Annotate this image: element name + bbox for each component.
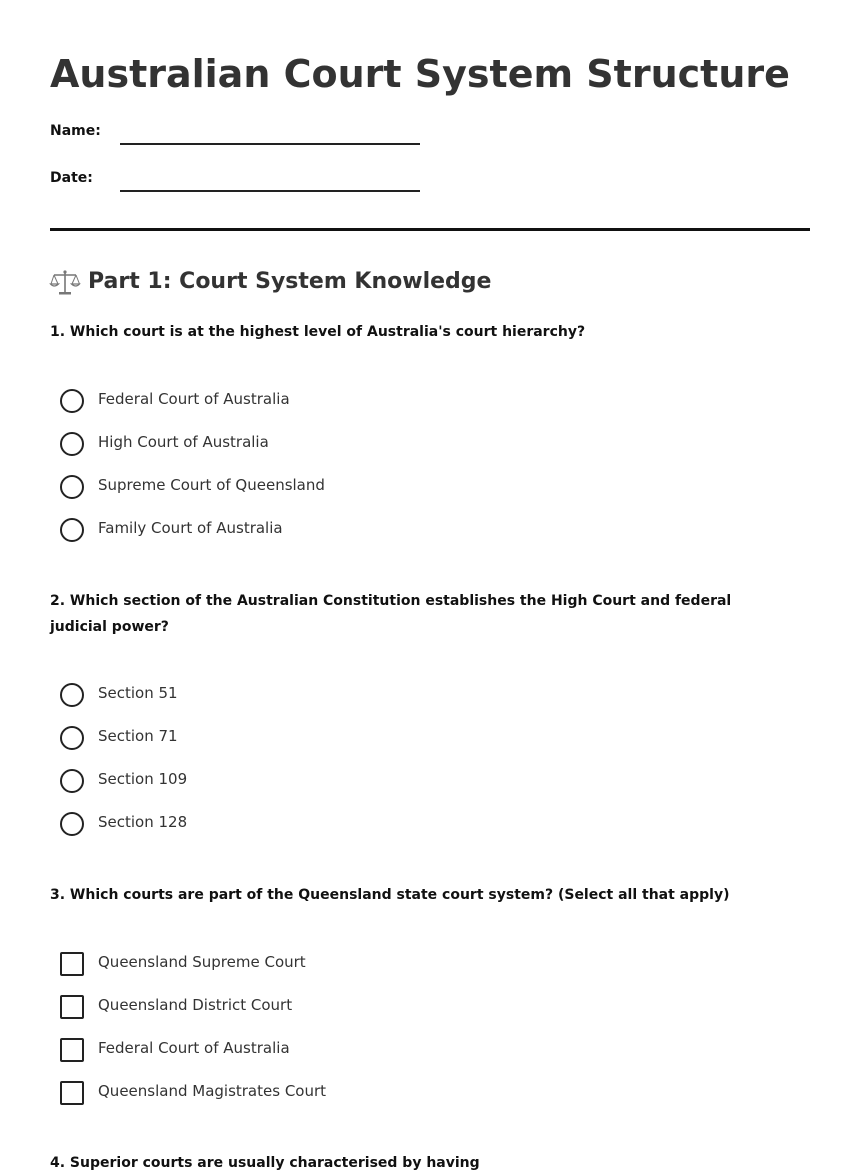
- question-3-text: 3. Which courts are part of the Queensland state court system? (Select all that apply): [50, 887, 730, 903]
- question-1: [50, 319, 790, 345]
- option-label: Federal Court of Australia: [98, 390, 290, 408]
- checkbox[interactable]: [60, 1038, 84, 1062]
- name-field-row: [50, 121, 450, 151]
- question-2-options: [60, 683, 760, 855]
- option-supreme-court-qld[interactable]: [60, 475, 760, 518]
- header-divider: [50, 228, 810, 231]
- option-label: High Court of Australia: [98, 433, 269, 451]
- option-section-128[interactable]: [60, 812, 760, 855]
- checkbox[interactable]: [60, 995, 84, 1019]
- option-label: Federal Court of Australia: [98, 1039, 290, 1057]
- question-4-text-partial: 4. Superior courts are usually characterised by having: [50, 1155, 480, 1171]
- page-title: Australian Court System Structure: [50, 52, 790, 96]
- radio-button[interactable]: [60, 432, 84, 456]
- option-label: Section 71: [98, 727, 178, 745]
- option-qld-district-court[interactable]: [60, 995, 760, 1038]
- question-1-text: 1. Which court is at the highest level of Australia's court hierarchy?: [50, 324, 586, 340]
- radio-button[interactable]: [60, 726, 84, 750]
- option-label: Family Court of Australia: [98, 519, 283, 537]
- radio-button[interactable]: [60, 769, 84, 793]
- option-federal-court[interactable]: [60, 389, 760, 432]
- option-label: Supreme Court of Queensland: [98, 476, 325, 494]
- section-title: [50, 266, 491, 298]
- option-federal-court-australia[interactable]: [60, 1038, 760, 1081]
- option-label: Queensland Supreme Court: [98, 953, 306, 971]
- radio-button[interactable]: [60, 812, 84, 836]
- radio-button[interactable]: [60, 518, 84, 542]
- checkbox[interactable]: [60, 1081, 84, 1105]
- date-field-row: [50, 168, 450, 198]
- question-3-options: [60, 952, 760, 1124]
- option-label: Queensland District Court: [98, 996, 293, 1014]
- option-section-109[interactable]: [60, 769, 760, 812]
- name-field[interactable]: [120, 143, 420, 145]
- option-family-court[interactable]: [60, 518, 760, 561]
- option-label: Section 128: [98, 813, 188, 831]
- question-3: [50, 882, 790, 908]
- question-2: [50, 588, 790, 640]
- option-high-court[interactable]: [60, 432, 760, 475]
- option-qld-magistrates-court[interactable]: [60, 1081, 760, 1124]
- date-field[interactable]: [120, 190, 420, 192]
- date-label: Date:: [50, 170, 93, 186]
- radio-button[interactable]: [60, 389, 84, 413]
- option-section-51[interactable]: [60, 683, 760, 726]
- question-1-options: [60, 389, 760, 561]
- radio-button[interactable]: [60, 475, 84, 499]
- option-qld-supreme-court[interactable]: [60, 952, 760, 995]
- section-title-text: Part 1: Court System Knowledge: [88, 269, 492, 294]
- checkbox[interactable]: [60, 952, 84, 976]
- radio-button[interactable]: [60, 683, 84, 707]
- option-section-71[interactable]: [60, 726, 760, 769]
- question-2-text: 2. Which section of the Australian Constitution establishes the High Court and federal judicial power?: [50, 593, 732, 635]
- option-label: Queensland Magistrates Court: [98, 1082, 327, 1100]
- option-label: Section 109: [98, 770, 188, 788]
- scales-icon: [50, 268, 80, 296]
- option-label: Section 51: [98, 684, 178, 702]
- name-label: Name:: [50, 123, 101, 139]
